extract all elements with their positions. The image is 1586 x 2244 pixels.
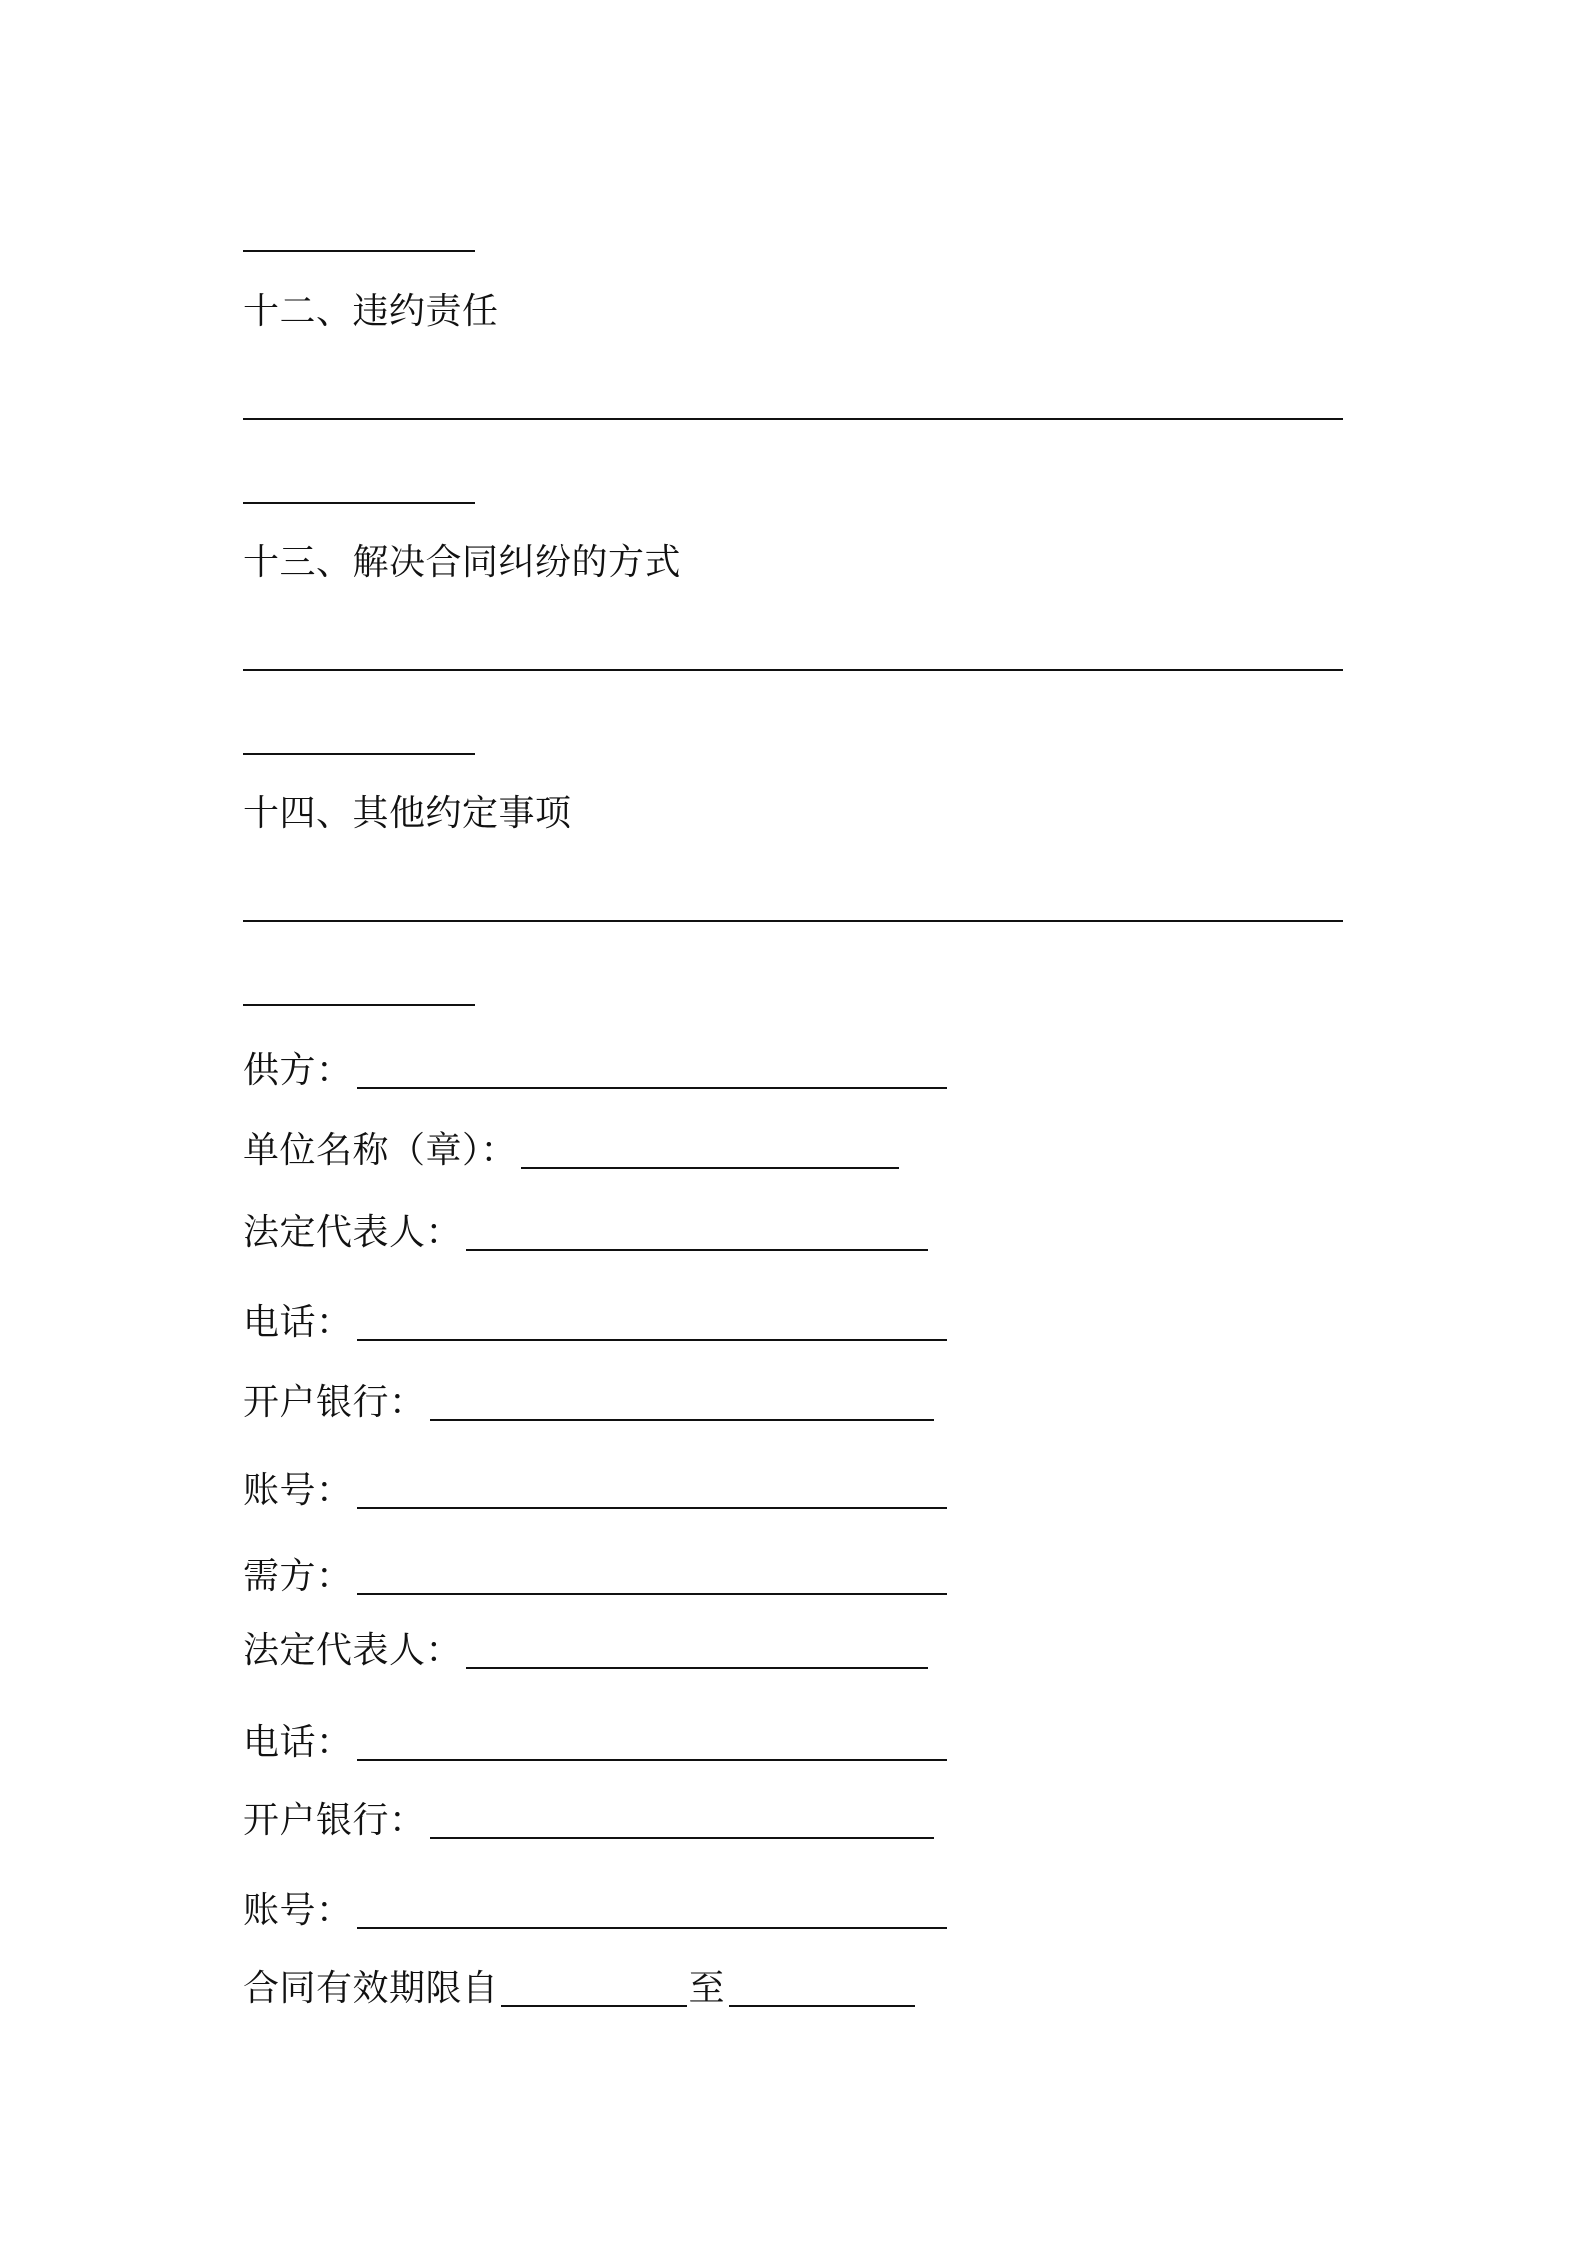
- supplier-phone-field: [243, 1299, 947, 1345]
- supplier-unit-field: [243, 1127, 899, 1173]
- buyer-phone-field: [243, 1719, 947, 1765]
- section-heading-12: 十二、违约责任: [243, 291, 499, 332]
- supplier-rep-label: 法定代表人：: [243, 1212, 463, 1253]
- buyer-rep-label: 法定代表人：: [243, 1630, 463, 1671]
- blank-line: [243, 669, 1343, 671]
- buyer-rep-blank[interactable]: [466, 1667, 928, 1669]
- buyer-bank-field: [243, 1797, 934, 1843]
- buyer-party-blank[interactable]: [357, 1593, 947, 1595]
- blank-line: [243, 753, 475, 755]
- supplier-phone-label: 电话：: [243, 1302, 353, 1343]
- supplier-unit-label: 单位名称（章）：: [243, 1130, 518, 1171]
- validity-start-blank[interactable]: [501, 2005, 687, 2007]
- buyer-account-label: 账号：: [243, 1890, 353, 1931]
- supplier-account-field: [243, 1467, 947, 1513]
- validity-middle: 至: [688, 1968, 725, 2009]
- blank-line: [243, 250, 475, 252]
- buyer-party-field: [243, 1553, 947, 1599]
- section-heading-14: 十四、其他约定事项: [243, 793, 572, 834]
- supplier-account-blank[interactable]: [357, 1507, 947, 1509]
- supplier-party-field: [243, 1047, 947, 1093]
- blank-line: [243, 418, 1343, 420]
- blank-line: [243, 920, 1343, 922]
- buyer-party-label: 需方：: [243, 1556, 353, 1597]
- supplier-party-blank[interactable]: [357, 1087, 947, 1089]
- buyer-account-blank[interactable]: [357, 1927, 947, 1929]
- validity-end-blank[interactable]: [729, 2005, 915, 2007]
- buyer-phone-label: 电话：: [243, 1722, 353, 1763]
- validity-prefix: 合同有效期限自: [243, 1968, 499, 2009]
- blank-line: [243, 502, 475, 504]
- supplier-phone-blank[interactable]: [357, 1339, 947, 1341]
- supplier-bank-label: 开户银行：: [243, 1382, 426, 1423]
- blank-line: [243, 1004, 475, 1006]
- buyer-bank-blank[interactable]: [430, 1837, 934, 1839]
- supplier-party-label: 供方：: [243, 1050, 353, 1091]
- buyer-account-field: [243, 1887, 947, 1933]
- buyer-rep-field: [243, 1627, 928, 1673]
- supplier-bank-field: [243, 1379, 934, 1425]
- supplier-rep-field: [243, 1209, 928, 1255]
- buyer-bank-label: 开户银行：: [243, 1800, 426, 1841]
- supplier-rep-blank[interactable]: [466, 1249, 928, 1251]
- buyer-phone-blank[interactable]: [357, 1759, 947, 1761]
- supplier-unit-blank[interactable]: [521, 1167, 899, 1169]
- supplier-bank-blank[interactable]: [430, 1419, 934, 1421]
- section-heading-13: 十三、解决合同纠纷的方式: [243, 542, 682, 583]
- supplier-account-label: 账号：: [243, 1470, 353, 1511]
- validity-field: [243, 1965, 915, 2011]
